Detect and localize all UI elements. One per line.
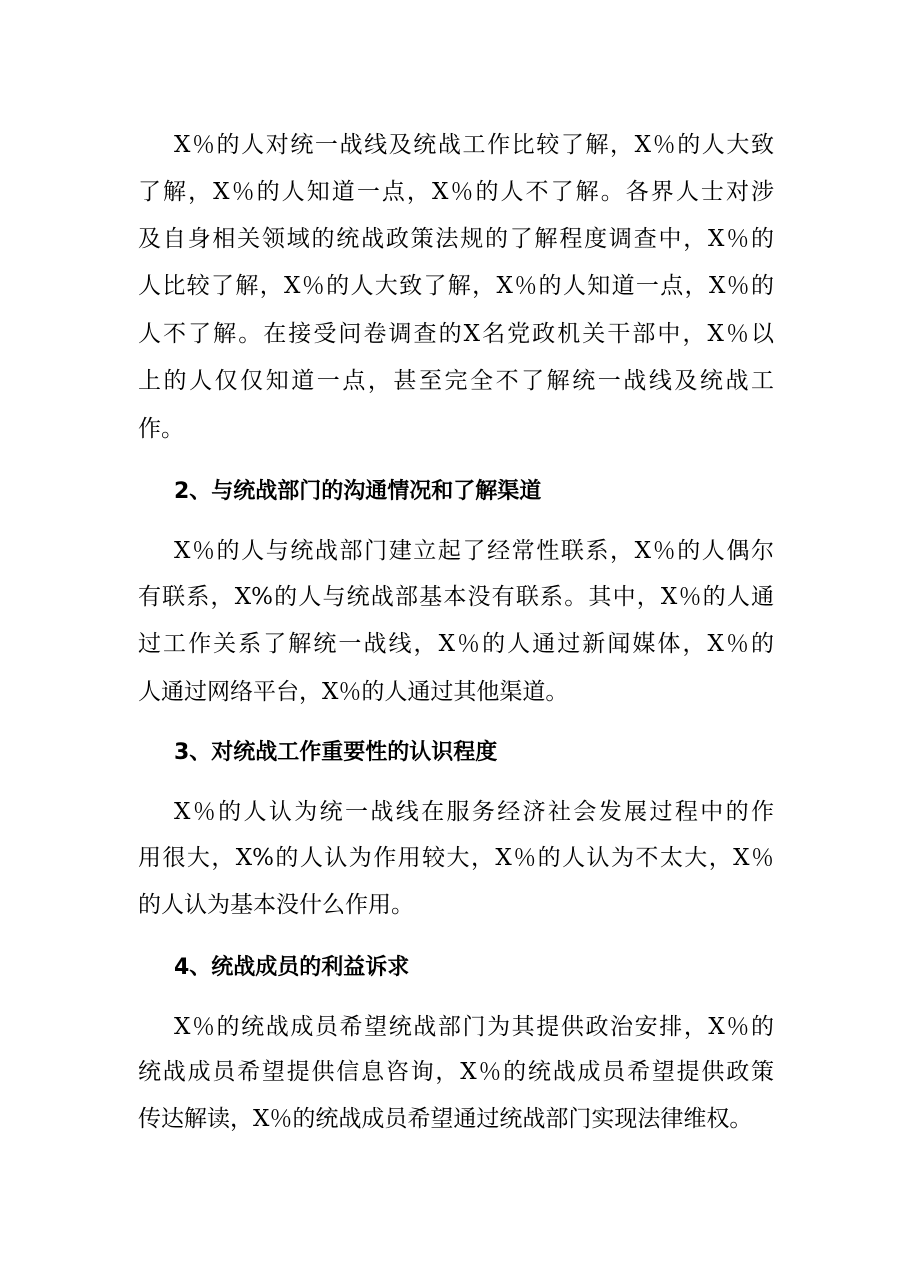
paragraph-1-line-4: 人比较了解，X％的人大致了解，X％的人知道一点，X％的 [138, 273, 774, 299]
section-4-heading: 4、统战成员的利益诉求 [174, 955, 410, 980]
paragraph-1-line-1: X％的人对统一战线及统战工作比较了解，X％的人大致 [174, 132, 774, 158]
section-4-line-3: 传达解读，X％的统战成员希望通过统战部门实现法律维权。 [138, 1106, 753, 1132]
section-2-line-2: 有联系，X%的人与统战部基本没有联系。其中，X％的人通 [138, 584, 774, 610]
section-2-heading: 2、与统战部门的沟通情况和了解渠道 [174, 479, 542, 504]
section-2-line-4: 人通过网络平台，X％的人通过其他渠道。 [138, 679, 569, 705]
section-2-line-1: X％的人与统战部门建立起了经常性联系，X％的人偶尔 [174, 538, 774, 564]
section-3-line-3: 的人认为基本没什么作用。 [138, 892, 414, 918]
section-3-line-2: 用很大，X%的人认为作用较大，X％的人认为不太大，X％ [138, 845, 774, 871]
paragraph-1-line-3: 及自身相关领域的统战政策法规的了解程度调查中，X％的 [138, 226, 774, 252]
paragraph-1-line-5: 人不了解。在接受问卷调查的X名党政机关干部中，X％以 [138, 321, 774, 347]
section-3-heading: 3、对统战工作重要性的认识程度 [174, 740, 498, 765]
section-4-line-2: 统战成员希望提供信息咨询，X％的统战成员希望提供政策 [138, 1059, 774, 1085]
paragraph-1-line-6: 上的人仅仅知道一点，甚至完全不了解统一战线及统战工 [138, 368, 774, 394]
section-4-line-1: X％的统战成员希望统战部门为其提供政治安排，X％的 [174, 1014, 774, 1040]
section-2-line-3: 过工作关系了解统一战线，X％的人通过新闻媒体，X％的 [138, 631, 774, 657]
section-3-line-1: X％的人认为统一战线在服务经济社会发展过程中的作 [174, 799, 774, 825]
paragraph-1-line-7: 作。 [138, 416, 184, 442]
paragraph-1-line-2: 了解，X％的人知道一点，X％的人不了解。各界人士对涉 [138, 179, 774, 205]
